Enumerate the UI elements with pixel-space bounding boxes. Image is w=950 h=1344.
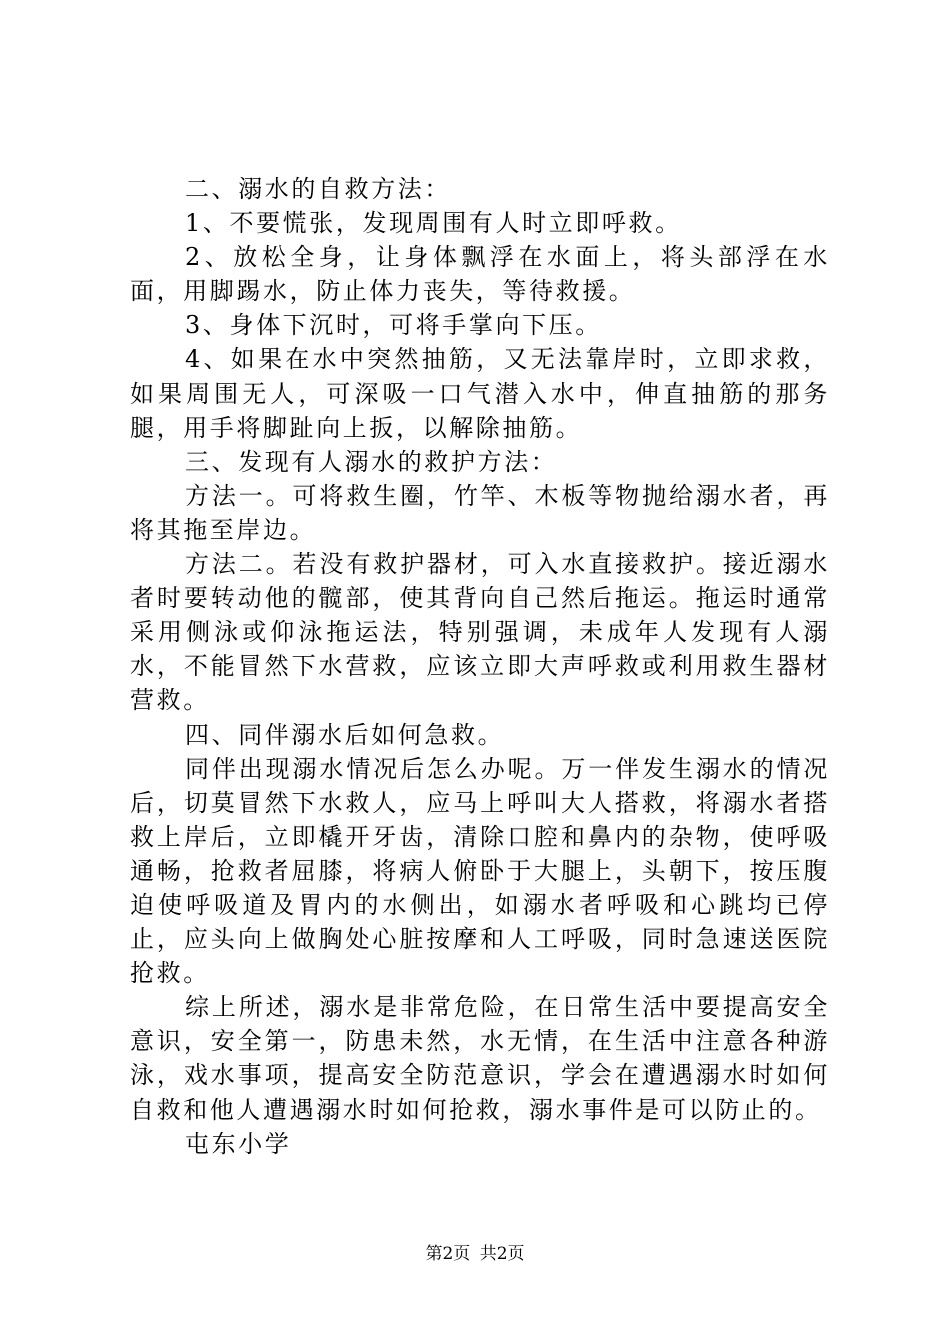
self-rescue-step-2: 2、放松全身，让身体飘浮在水面上，将头部浮在水面，用脚踢水，防止体力丧失，等待救援。 — [130, 243, 830, 306]
section-heading-self-rescue: 二、溺水的自救方法： — [185, 175, 451, 203]
section-heading-rescue-others: 三、发现有人溺水的救护方法： — [185, 447, 558, 476]
self-rescue-step-3: 3、身体下沉时，可将手掌向下压。 — [185, 311, 602, 340]
page-total: 共2页 — [479, 1244, 525, 1264]
first-aid-paragraph: 同伴出现溺水情况后怎么办呢。万一伴发生溺水的情况后，切莫冒然下水救人，应马上呼叫大人搭救，将溺水者搭救上岸后，立即橇开牙齿，清除口腔和鼻内的杂物，使呼吸通畅，抢救者屈膝，将病人俯卧于大腿上，头朝下，按压腹迫使呼吸道及胃内的水侧出，如溺水者呼吸和心跳均已停止，应头向上做胸处心脏按摩和人工呼吸，同时急速送医院抢救。 — [130, 754, 830, 988]
page-footer — [0, 1244, 950, 1264]
document-body — [130, 172, 830, 1161]
signature-school: 屯东小学 — [185, 1129, 292, 1158]
self-rescue-step-1: 1、不要慌张，发现周围有人时立即呼救。 — [185, 209, 682, 238]
rescue-method-1: 方法一。可将救生圈，竹竿、木板等物抛给溺水者，再将其拖至岸边。 — [130, 481, 830, 544]
section-heading-first-aid: 四、同伴溺水后如何急救。 — [185, 720, 505, 749]
self-rescue-step-4: 4、如果在水中突然抽筋，又无法靠岸时，立即求救，如果周围无人，可深吸一口气潜入水中，伸直抽筋的那务腿，用手将脚趾向上扳，以解除抽筋。 — [130, 345, 830, 442]
conclusion-paragraph: 综上所述，溺水是非常危险，在日常生活中要提高安全意识，安全第一，防患未然，水无情，在生活中注意各种游泳，戏水事项，提高安全防范意识，学会在遭遇溺水时如何自救和他人遭遇溺水时如何抢救，溺水事件是可以防止的。 — [130, 993, 830, 1124]
rescue-method-2: 方法二。若没有救护器材，可入水直接救护。接近溺水者时要转动他的髋部，使其背向自己然后拖运。拖运时通常采用侧泳或仰泳拖运法，特别强调，未成年人发现有人溺水，不能冒然下水营救，应该立即大声呼救或利用救生器材营救。 — [130, 550, 830, 715]
page-number: 第2页 — [425, 1244, 471, 1264]
